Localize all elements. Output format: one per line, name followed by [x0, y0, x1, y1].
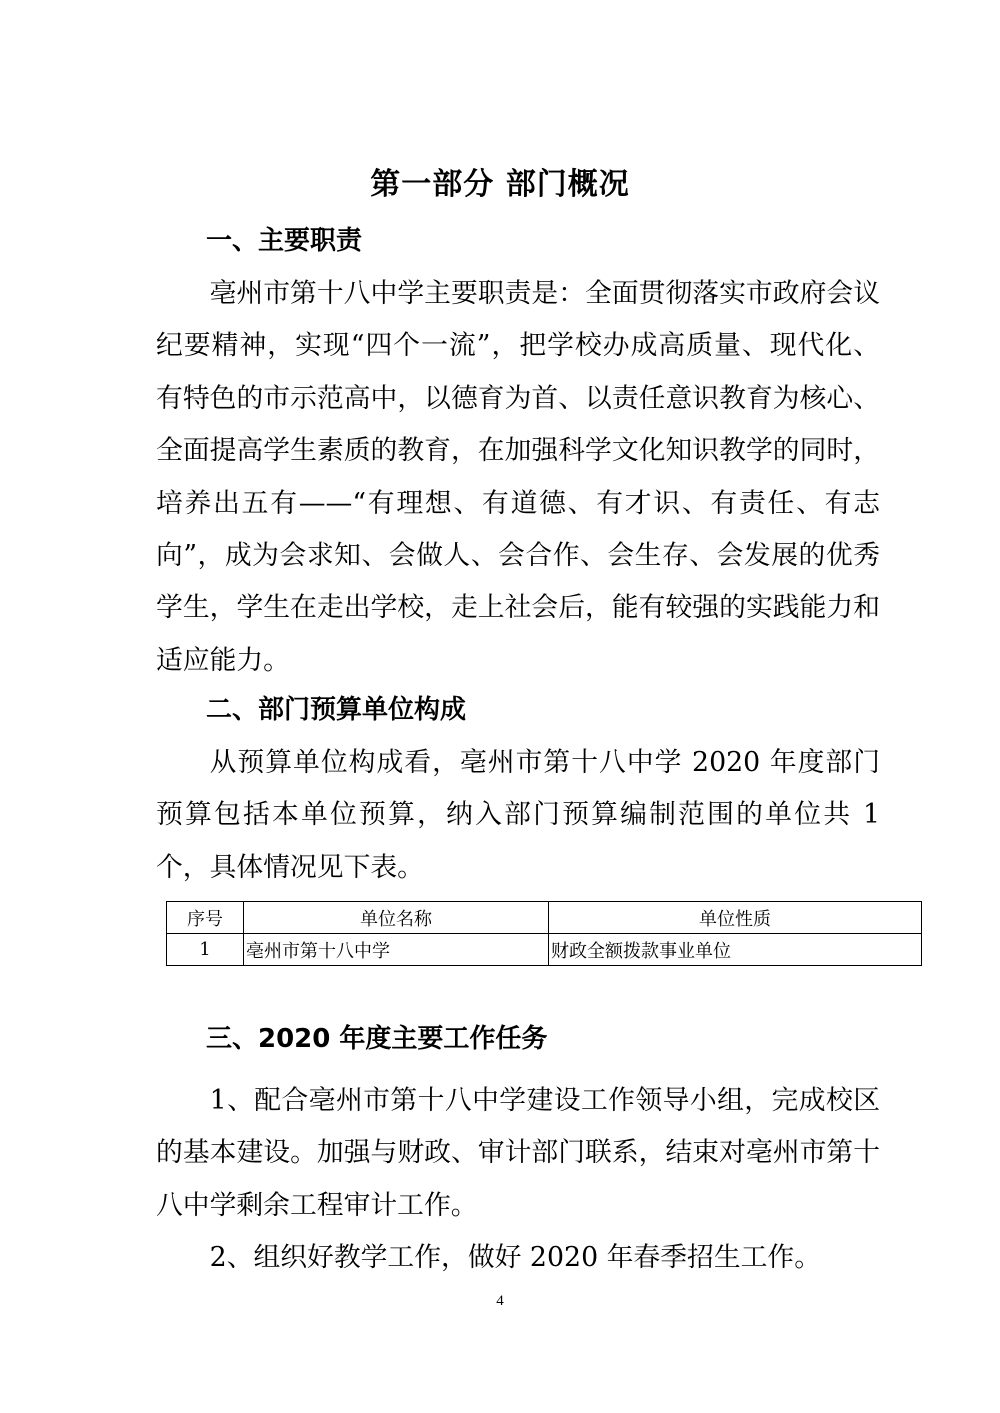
table-row [167, 934, 922, 966]
page-title: 第一部分 部门概况 [370, 167, 630, 202]
budget-units-paragraph: 从预算单位构成看，亳州市第十八中学 2020 年度部门预算包括本单位预算，纳入部门预算编制范围的单位共 1 个，具体情况见下表。 [156, 747, 880, 883]
section-heading-main-duties: 一、主要职责 [206, 226, 363, 256]
work-task-item: 2、组织好教学工作，做好 2020 年春季招生工作。 [209, 1242, 822, 1273]
table-header-seq: 序号 [167, 902, 244, 934]
table-header-row [167, 902, 922, 934]
budget-unit-table [166, 901, 922, 966]
page-number: 4 [496, 1293, 504, 1309]
table-cell-unit-nature: 财政全额拨款事业单位 [549, 934, 922, 966]
section-heading-work-tasks: 三、2020 年度主要工作任务 [206, 1024, 548, 1054]
table-cell-seq: 1 [167, 934, 244, 966]
section-heading-budget-units: 二、部门预算单位构成 [206, 695, 467, 725]
table-header-unit-name: 单位名称 [244, 902, 549, 934]
table-cell-unit-name: 亳州市第十八中学 [244, 934, 549, 966]
main-duties-paragraph: 亳州市第十八中学主要职责是：全面贯彻落实市政府会议纪要精神，实现“四个一流”，把学校办成高质量、现代化、有特色的市示范高中，以德育为首、以责任意识教育为核心、全面提高学生素质的教育，在加强科学文化知识教学的同时，培养出五有——“有理想、有道德、有才识、有责任、有志向”，成为会求知、会做人、会合作、会生存、会发展的优秀学生，学生在走出学校，走上社会后，能有较强的实践能力和适应能力。 [156, 278, 880, 676]
work-task-item: 1、配合亳州市第十八中学建设工作领导小组，完成校区的基本建设。加强与财政、审计部门联系，结束对亳州市第十八中学剩余工程审计工作。 [156, 1085, 880, 1221]
table-header-unit-nature: 单位性质 [549, 902, 922, 934]
